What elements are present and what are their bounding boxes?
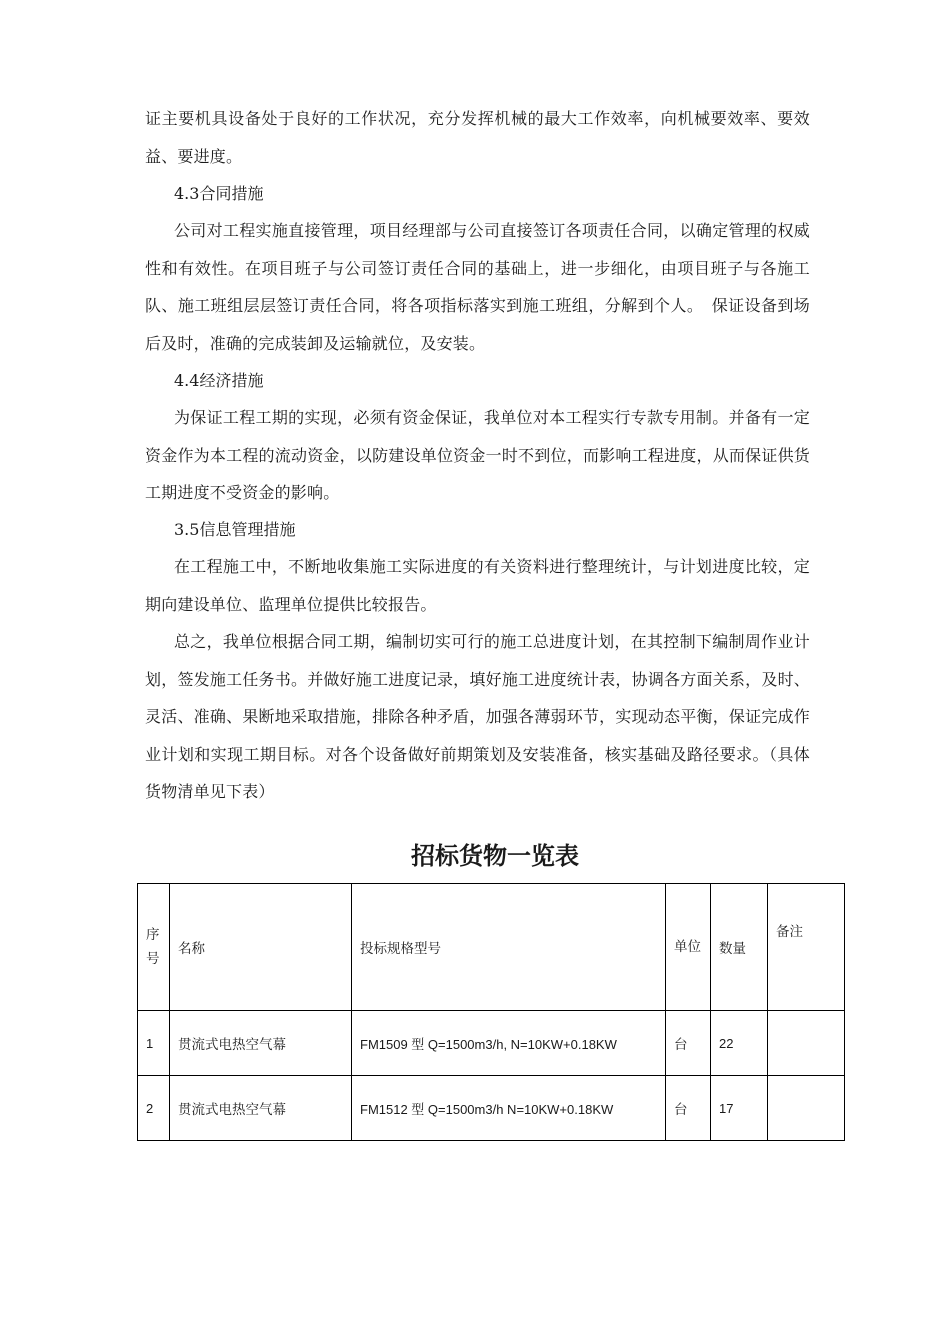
header-name: 名称 — [170, 884, 352, 1011]
row-seq: 1 — [138, 1011, 170, 1076]
row-spec: FM1509 型 Q=1500m3/h, N=10KW+0.18KW — [352, 1011, 666, 1076]
heading-economic-measures: 4.4经济措施 — [174, 371, 264, 390]
paragraph-contract-measures: 公司对工程实施直接管理，项目经理部与公司直接签订各项责任合同，以确定管理的权威性和有效性。在项目班子与公司签订责任合同的基础上，进一步细化，由项目班子与各施工队、施工班组层层签订责任合同，将各项指标落实到施工班组，分解到个人。 保证设备到场后及时，准确的完成装卸及运输就位，及安装。 — [145, 221, 810, 353]
header-unit: 单位 — [666, 884, 711, 1011]
paragraph-information-measures: 在工程施工中，不断地收集施工实际进度的有关资料进行整理统计，与计划进度比较，定期向建设单位、监理单位提供比较报告。 — [145, 557, 810, 614]
paragraph-summary: 总之，我单位根据合同工期，编制切实可行的施工总进度计划，在其控制下编制周作业计划，签发施工任务书。并做好施工进度记录，填好施工进度统计表，协调各方面关系，及时、灵活、准确、果断地采取措施，排除各种矛盾，加强各薄弱环节，实现动态平衡，保证完成作业计划和实现工期目标。对各个设备做好前期策划及安装准备，核实基础及路径要求。（具体货物清单见下表） — [145, 632, 810, 801]
header-qty: 数量 — [711, 884, 768, 1011]
row-name: 贯流式电热空气幕 — [170, 1076, 352, 1141]
table-header-row — [138, 884, 845, 1011]
table-title: 招标货物一览表 — [411, 841, 579, 870]
row-remark — [768, 1011, 845, 1076]
heading-information-measures: 3.5信息管理措施 — [174, 520, 296, 539]
row-remark — [768, 1076, 845, 1141]
row-qty: 17 — [711, 1076, 768, 1141]
table-row — [138, 1011, 845, 1076]
row-seq: 2 — [138, 1076, 170, 1141]
row-unit: 台 — [666, 1011, 711, 1076]
header-remark: 备注 — [768, 884, 845, 1011]
paragraph-equipment-efficiency: 证主要机具设备处于良好的工作状况，充分发挥机械的最大工作效率，向机械要效率、要效益、要进度。 — [145, 109, 810, 166]
paragraph-economic-measures: 为保证工程工期的实现，必须有资金保证，我单位对本工程实行专款专用制。并备有一定资金作为本工程的流动资金，以防建设单位资金一时不到位，而影响工程进度，从而保证供货工期进度不受资金的影响。 — [145, 408, 810, 502]
table-row — [138, 1076, 845, 1141]
goods-table — [137, 883, 845, 1141]
row-spec: FM1512 型 Q=1500m3/h N=10KW+0.18KW — [352, 1076, 666, 1141]
row-unit: 台 — [666, 1076, 711, 1141]
row-name: 贯流式电热空气幕 — [170, 1011, 352, 1076]
header-spec: 投标规格型号 — [352, 884, 666, 1011]
row-qty: 22 — [711, 1011, 768, 1076]
heading-contract-measures: 4.3合同措施 — [174, 184, 264, 203]
header-seq: 序号 — [138, 884, 170, 1011]
